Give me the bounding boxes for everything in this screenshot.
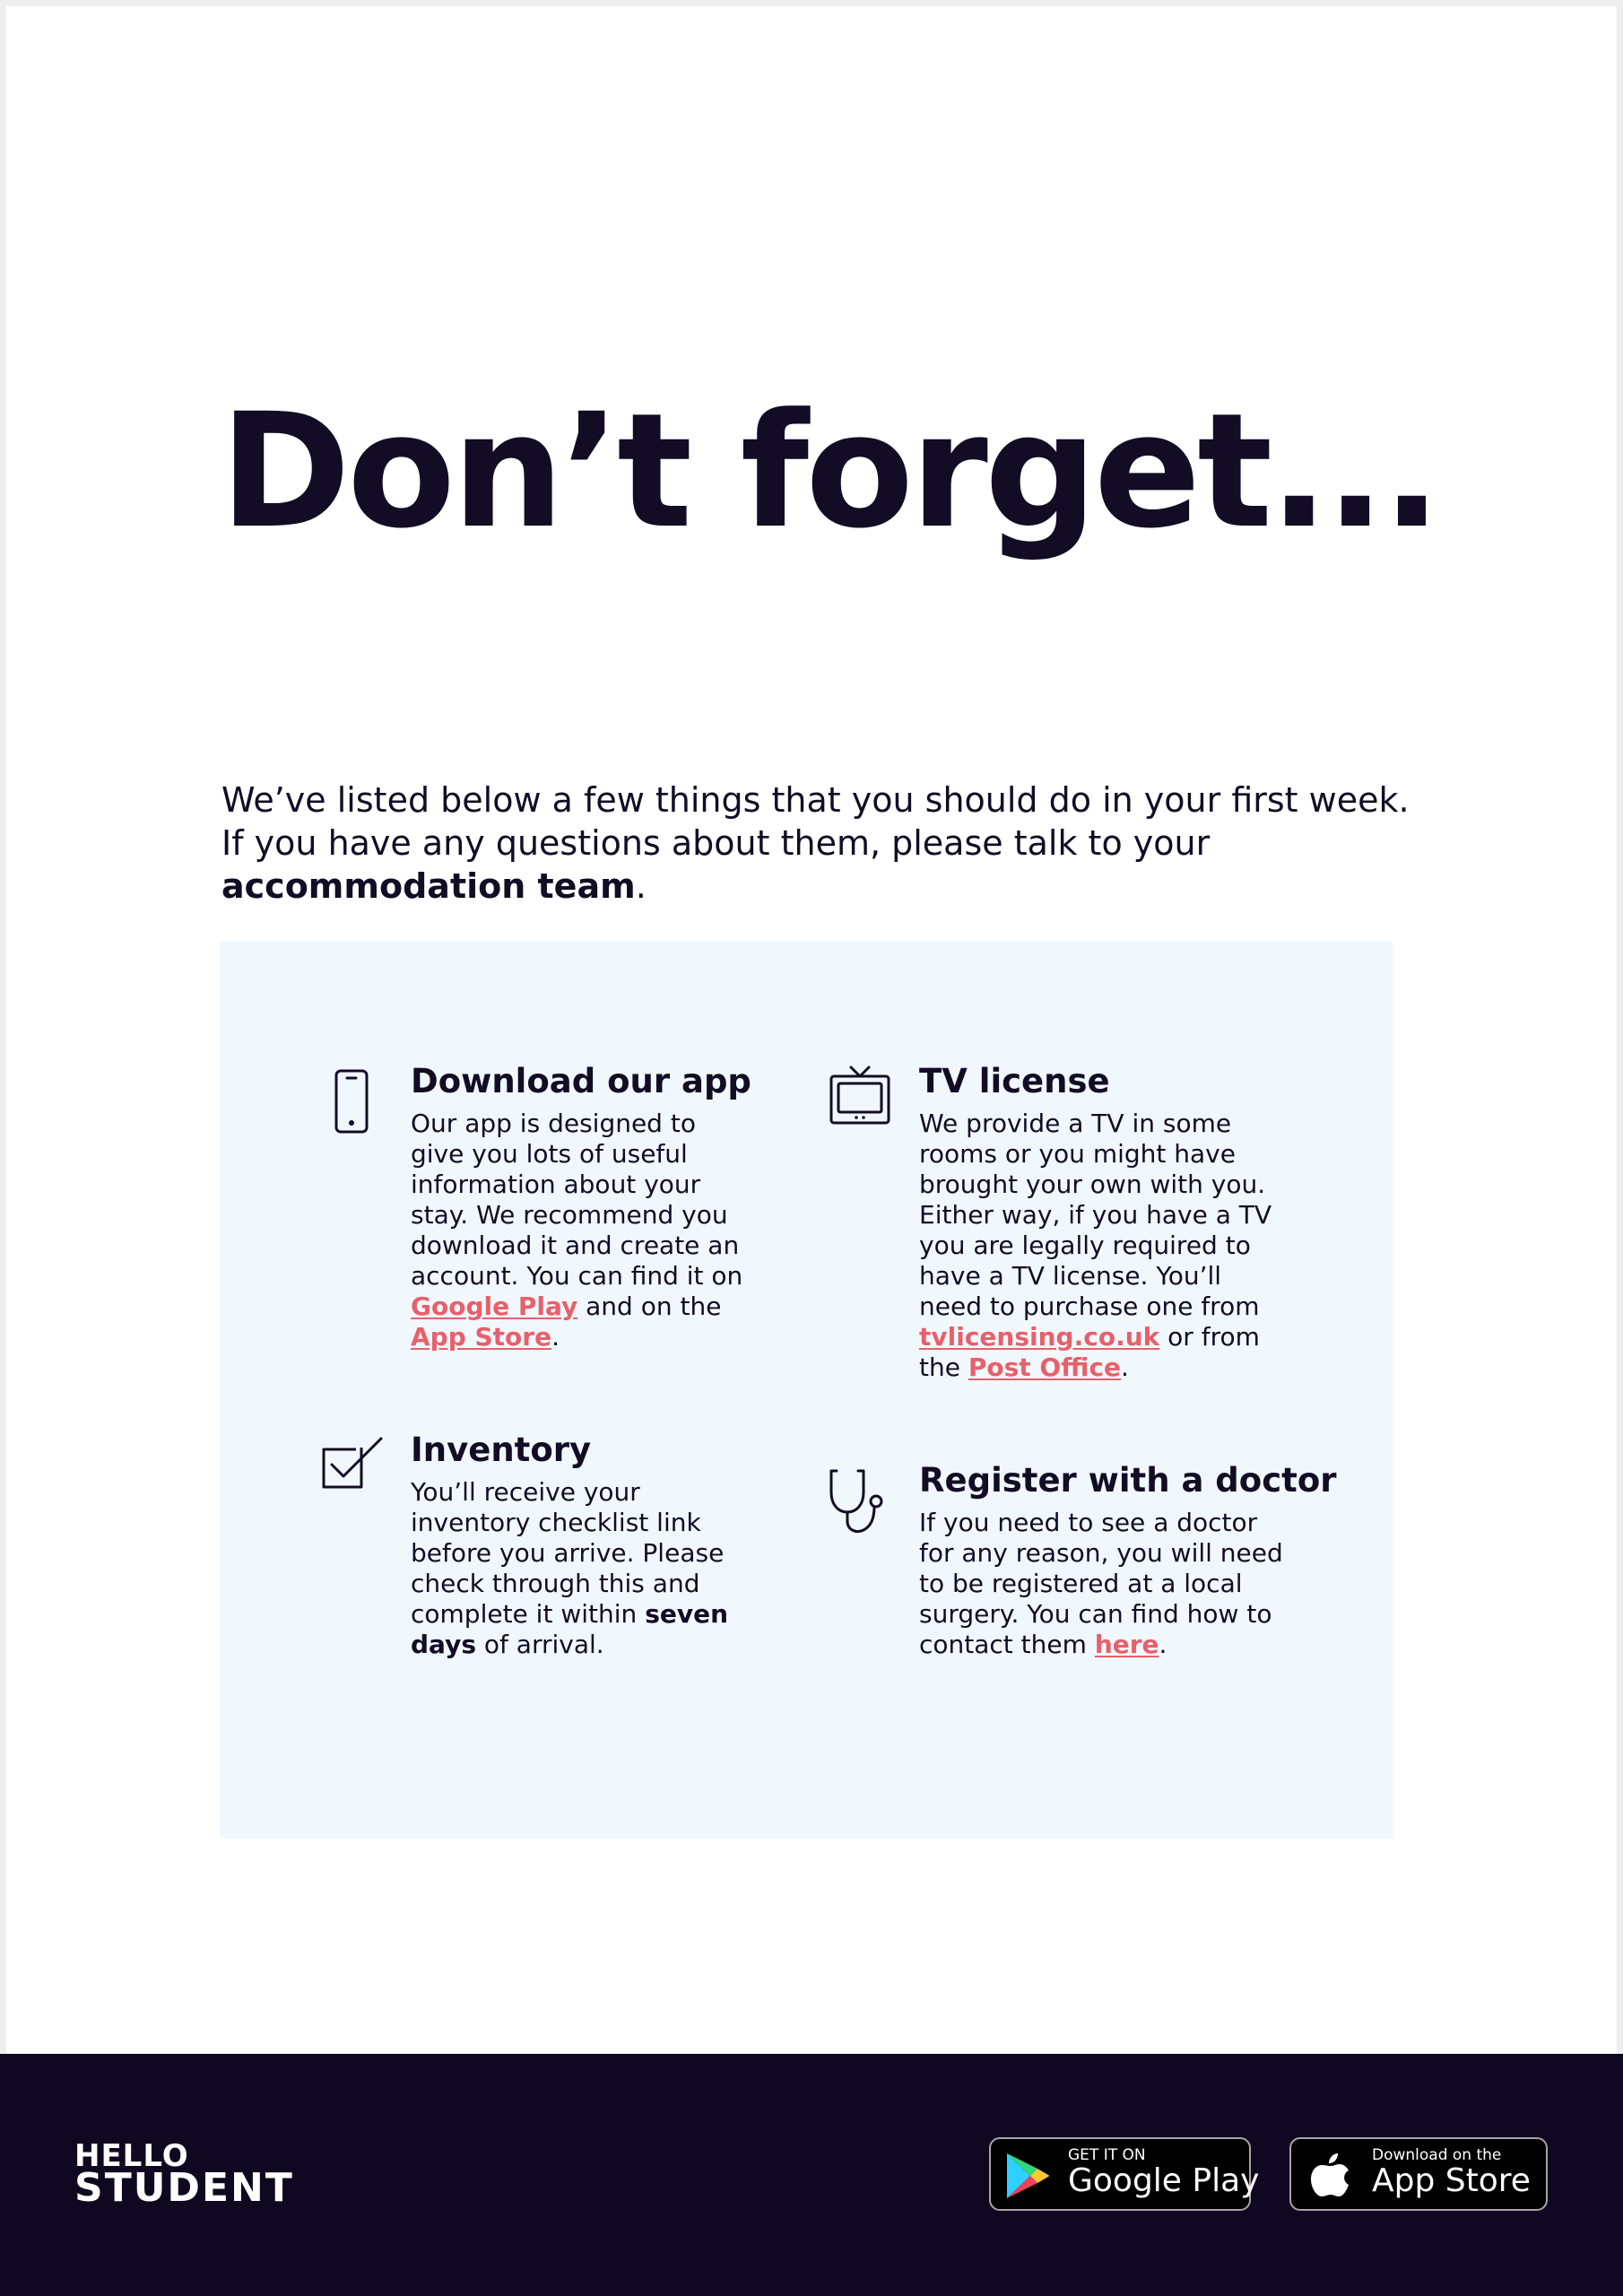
download-app-mid: and on the [577, 1292, 722, 1321]
logo-line-2: STUDENT [74, 2165, 294, 2211]
inventory-section [411, 1429, 751, 1660]
doctor-section [919, 1459, 1337, 1660]
download-app-body: Our app is designed to give you lots of useful information about your stay. We recommend you download it and create an account. You can find it on [411, 1109, 743, 1291]
inventory-text [411, 1477, 751, 1660]
post-office-link[interactable]: Post Office [968, 1352, 1122, 1382]
doctor-heading: Register with a doctor [919, 1461, 1337, 1500]
intro-end: . [635, 866, 647, 906]
inventory-body: You’ll receive your inventory checklist link before you arrive. Please check through this and complete it within [411, 1477, 725, 1629]
app-store-link[interactable]: App Store [411, 1322, 552, 1352]
google-play-badge[interactable] [989, 2137, 1260, 2211]
app-store-big-label: App Store [1372, 2162, 1531, 2199]
accommodation-team-label: accommodation team [221, 866, 636, 906]
tv-license-section [919, 1060, 1278, 1383]
intro-body: We’ve listed below a few things that you should do in your first week. If you have any questions about them, please talk to your [221, 780, 1410, 863]
google-play-small-label: GET IT ON [1068, 2146, 1146, 2164]
google-play-link[interactable]: Google Play [411, 1292, 578, 1321]
intro-text [221, 778, 1423, 908]
seven-days-label: seven days [411, 1599, 729, 1659]
inventory-heading: Inventory [411, 1431, 592, 1469]
app-store-badge[interactable] [1289, 2137, 1548, 2211]
logo-line-1: HELLO [74, 2138, 189, 2174]
download-app-end: . [551, 1322, 560, 1352]
doctor-end: . [1159, 1630, 1167, 1659]
smartphone-icon [334, 1069, 369, 1134]
tv-license-end: . [1121, 1352, 1129, 1382]
tv-license-body: We provide a TV in some rooms or you might have brought your own with you. Either way, if you have a TV you are legally required to have a TV license. You’ll need to purchase one from [919, 1109, 1272, 1321]
inventory-end: of arrival. [476, 1630, 604, 1659]
tv-license-heading: TV license [919, 1062, 1110, 1100]
apple-icon [1311, 2152, 1350, 2198]
tv-icon [828, 1064, 892, 1128]
app-store-small-label: Download on the [1372, 2146, 1502, 2164]
download-app-section [411, 1060, 751, 1352]
tvlicensing-link[interactable]: tvlicensing.co.uk [919, 1322, 1160, 1352]
doctor-here-link[interactable]: here [1094, 1630, 1159, 1659]
tv-license-text [919, 1109, 1278, 1383]
doctor-text [919, 1508, 1296, 1660]
checklist-card [220, 942, 1393, 1839]
checkbox-icon [320, 1435, 385, 1492]
doctor-body: If you need to see a doctor for any reason, you will need to be registered at a local surgery. You can find how to contact them [919, 1508, 1283, 1659]
tv-license-mid: or from the [919, 1322, 1260, 1382]
download-app-heading: Download our app [411, 1062, 751, 1100]
hello-student-logo [74, 2138, 294, 2211]
page-title: Don’t forget... [220, 379, 1438, 563]
google-play-icon [1005, 2152, 1050, 2200]
stethoscope-icon [826, 1467, 890, 1537]
download-app-text [411, 1109, 751, 1352]
google-play-big-label: Google Play [1068, 2162, 1260, 2199]
